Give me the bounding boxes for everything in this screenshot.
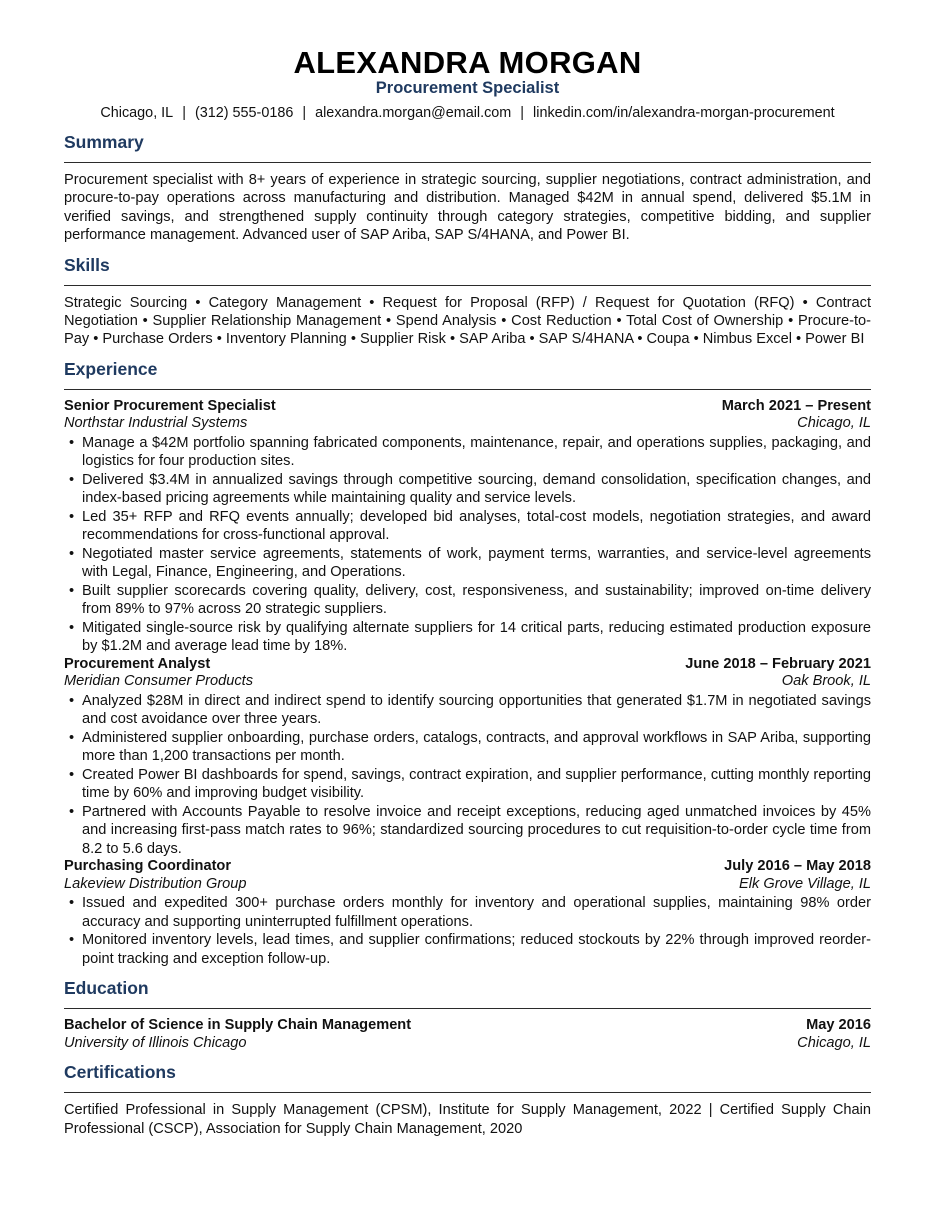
job-dates: June 2018 – February 2021 xyxy=(685,655,871,672)
education-date: May 2016 xyxy=(806,1017,871,1034)
contact-separator: | xyxy=(302,105,307,121)
bullet-item: • Manage a $42M portfolio spanning fabricated components, maintenance, repair, and operations supplies, packaging, and logistics for four production sites. xyxy=(64,434,871,471)
bullet-item: • Administered supplier onboarding, purchase orders, catalogs, contracts, and approval workflows in SAP Ariba, supporting more than 1,200 transactions per month. xyxy=(64,729,871,766)
job-company: Lakeview Distribution Group xyxy=(64,875,247,892)
bullet-item: • Created Power BI dashboards for spend, savings, contract expiration, and supplier performance, cutting monthly reporting time by 60% and improving budget visibility. xyxy=(64,766,871,803)
candidate-role: Procurement Specialist xyxy=(375,79,560,97)
job-entry xyxy=(64,398,871,656)
bullet-item: • Built supplier scorecards covering quality, delivery, cost, responsiveness, and sustainability; improved on-time delivery from 89% to 97% across 20 strategic suppliers. xyxy=(64,582,871,619)
section-title-skills: Skills xyxy=(64,254,871,286)
bullet-item: • Led 35+ RFP and RFQ events annually; developed bid analyses, total-cost models, negotiation strategies, and award recommendations for cross-functional approval. xyxy=(64,508,871,545)
candidate-name: ALEXANDRA MORGAN xyxy=(293,45,642,80)
job-title: Procurement Analyst xyxy=(64,655,211,672)
bullet-item: • Monitored inventory levels, lead times, and supplier confirmations; reduced stockouts by 22% through improved reorder-point tracking and exception follow-up. xyxy=(64,931,871,968)
job-bullets xyxy=(64,434,871,656)
certifications-text: Certified Professional in Supply Management (CPSM), Institute for Supply Management, 2022 | Certified Supply Chain Professional (CSCP), Association for Supply Chain Management, 2020 xyxy=(64,1102,871,1137)
section-title-certifications: Certifications xyxy=(64,1061,871,1093)
education-location: Chicago, IL xyxy=(797,1034,871,1051)
job-company: Meridian Consumer Products xyxy=(64,673,253,690)
contact-separator: | xyxy=(520,105,525,121)
section-title-summary: Summary xyxy=(64,131,871,163)
job-location: Chicago, IL xyxy=(797,415,871,432)
contact-phone: (312) 555-0186 xyxy=(194,105,294,121)
contact-line xyxy=(64,104,871,122)
section-title-education: Education xyxy=(64,977,871,1009)
job-company: Northstar Industrial Systems xyxy=(64,415,248,432)
education-school: University of Illinois Chicago xyxy=(64,1034,247,1051)
job-location: Elk Grove Village, IL xyxy=(739,875,871,892)
job-bullets xyxy=(64,692,871,859)
contact-linkedin[interactable]: linkedin.com/in/alexandra-morgan-procurement xyxy=(533,105,835,121)
job-title: Purchasing Coordinator xyxy=(64,858,232,875)
job-dates: March 2021 – Present xyxy=(721,397,871,414)
bullet-item: • Mitigated single-source risk by qualifying alternate suppliers for 14 critical parts, reducing estimated production exposure by $1.2M and average lead time by 18%. xyxy=(64,619,871,656)
contact-separator: | xyxy=(182,105,186,121)
contact-email[interactable]: alexandra.morgan@email.com xyxy=(315,105,512,121)
bullet-item: • Delivered $3.4M in annualized savings through competitive sourcing, demand consolidation, specification changes, and index-based pricing agreements while maintaining quality and service levels. xyxy=(64,471,871,508)
job-bullets xyxy=(64,894,871,968)
bullet-item: • Negotiated master service agreements, statements of work, payment terms, warranties, and service-level agreements with Legal, Finance, Engineering, and Operations. xyxy=(64,545,871,582)
job-entry xyxy=(64,656,871,859)
skills-text: Strategic Sourcing • Category Management • Request for Proposal (RFP) / Request for Quotation (RFQ) • Contract Negotiation • Supplier Relationship Management • Spend Analysis • Cost Reduction • Total Cost of Ownership • Procure-to-Pay • Purchase Orders • Inventory Planning • Supplier Risk • SAP Ariba • SAP S/4HANA • Coupa • Nimbus Excel • Power BI xyxy=(64,294,871,348)
section-title-experience: Experience xyxy=(64,358,871,390)
job-title: Senior Procurement Specialist xyxy=(64,397,276,414)
job-location: Oak Brook, IL xyxy=(781,673,871,690)
summary-text: Procurement specialist with 8+ years of experience in strategic sourcing, supplier negotiations, contract administration, and procure-to-pay operations across manufacturing and distribution. Managed $42M in annual spend, delivered $5.1M in verified savings, and strengthened supply continuity through category strategies, competitive bidding, and supplier performance management. Advanced user of SAP Ariba, SAP S/4HANA, and Power BI. xyxy=(64,172,871,244)
bullet-item: • Partnered with Accounts Payable to resolve invoice and receipt exceptions, reducing aged unmatched invoices by 45% and increasing first-pass match rates to 96%; standardized sourcing procedures to cut requisition-to-order cycle time from 8.2 to 5.6 days. xyxy=(64,803,871,859)
job-dates: July 2016 – May 2018 xyxy=(724,858,871,875)
education-degree: Bachelor of Science in Supply Chain Management xyxy=(64,1017,412,1034)
bullet-item: • Issued and expedited 300+ purchase orders monthly for inventory and operational supplies, maintaining 98% order accuracy and supporting uninterrupted fulfillment operations. xyxy=(64,894,871,931)
contact-city: Chicago, IL xyxy=(100,105,174,121)
job-entry xyxy=(64,858,871,968)
bullet-item: • Analyzed $28M in direct and indirect spend to identify sourcing opportunities that generated $1.7M in negotiated savings and cost avoidance over three years. xyxy=(64,692,871,729)
